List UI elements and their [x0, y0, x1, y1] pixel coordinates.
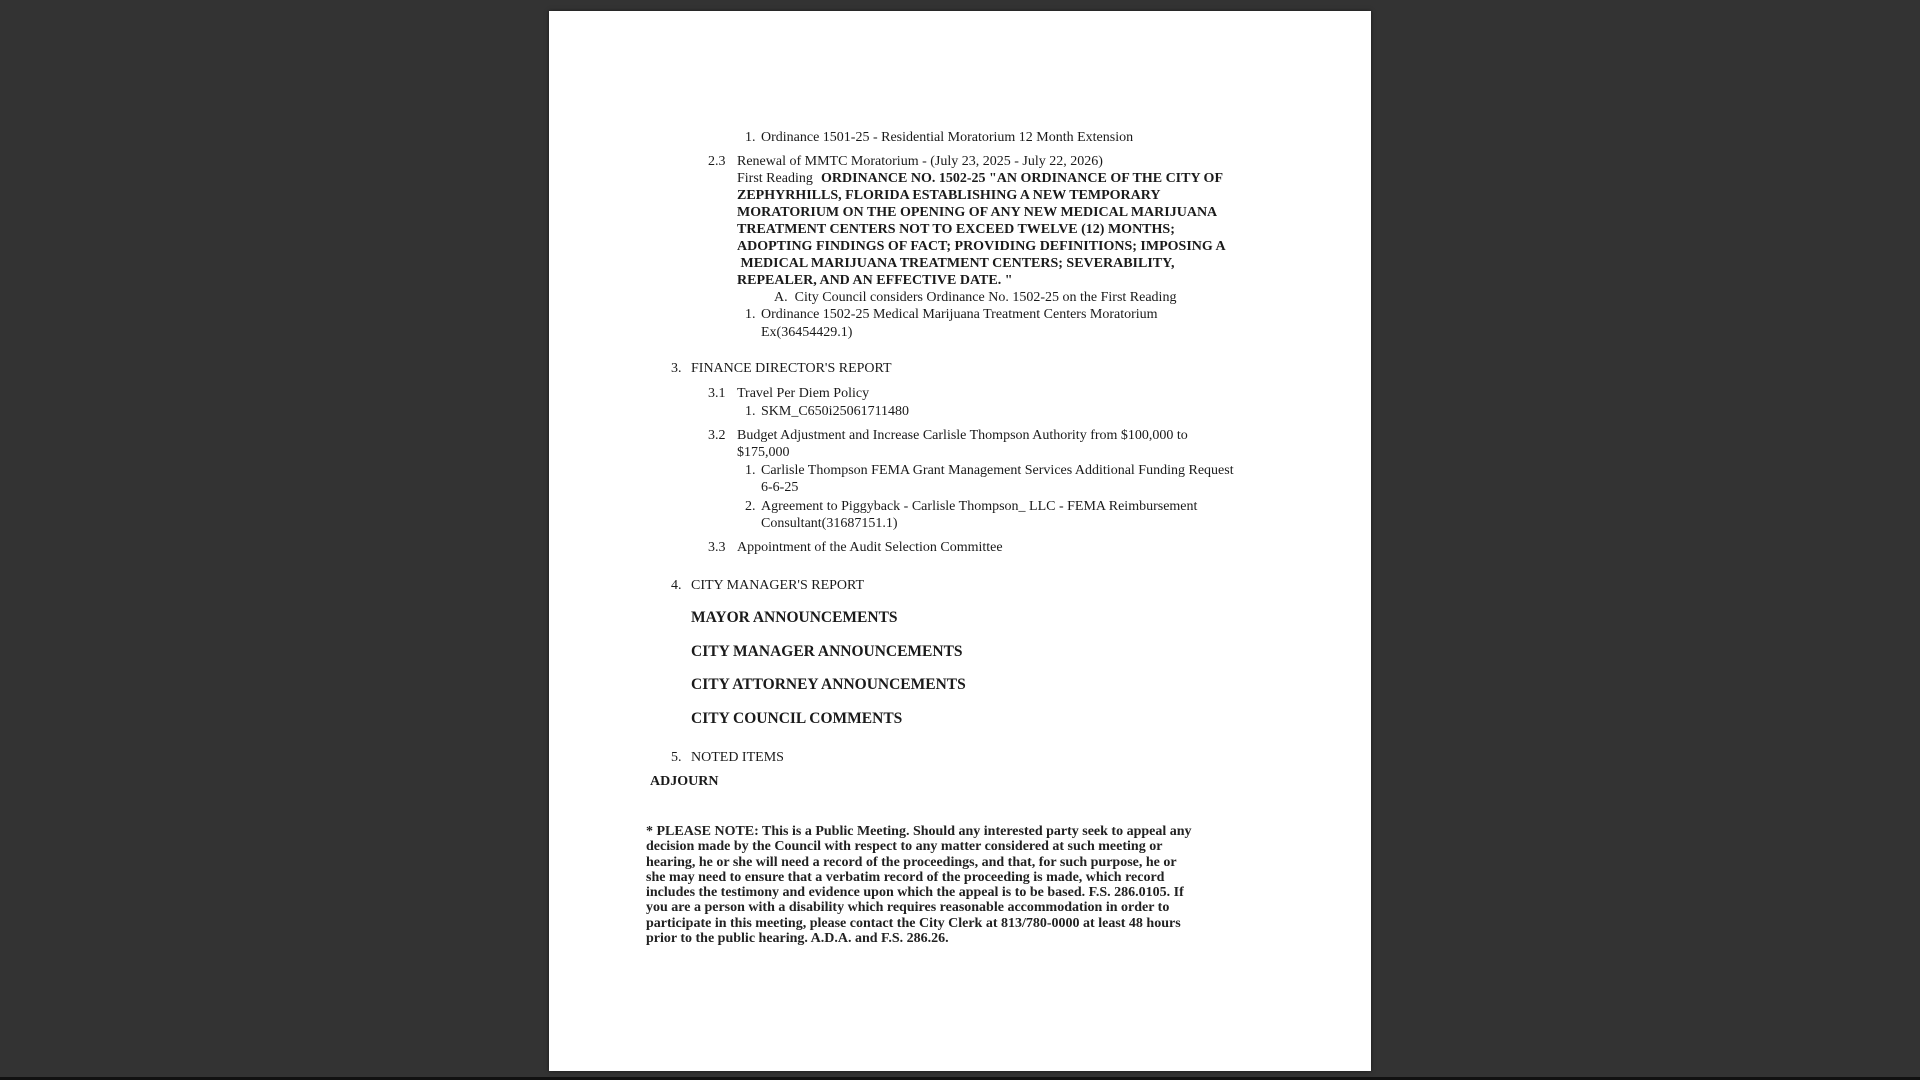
notice-line: participate in this meeting, please contact the City Clerk at 813/780-0000 at least 48 hours [646, 915, 1181, 931]
announcement-heading: MAYOR ANNOUNCEMENTS [691, 609, 898, 626]
notice-line: includes the testimony and evidence upon which the appeal is to be based. F.S. 286.0105. If [646, 885, 1184, 901]
section-title: CITY MANAGER'S REPORT [691, 578, 865, 593]
notice-line: decision made by the Council with respect to any matter considered at such meeting or [646, 839, 1163, 855]
attachment-link[interactable]: Agreement to Piggyback - Carlisle Thompson_ LLC - FEMA Reimbursement [761, 499, 1198, 514]
attachment-link[interactable]: Carlisle Thompson FEMA Grant Management Services Additional Funding Request [761, 463, 1234, 478]
notice-line: hearing, he or she will need a record of the proceedings, and that, for such purpose, he or [646, 854, 1177, 870]
attachment-number: 1. [745, 463, 756, 478]
section-number: 4. [671, 578, 682, 593]
attachment-number: 1. [745, 404, 756, 419]
item-number: 2.3 [708, 154, 726, 169]
ordinance-text-line: MORATORIUM ON THE OPENING OF ANY NEW MEDICAL MARIJUANA [737, 205, 1218, 220]
notice-line: * PLEASE NOTE: This is a Public Meeting. Should any interested party seek to appeal any [646, 824, 1192, 839]
public-meeting-notice [646, 824, 1276, 946]
item-title: Travel Per Diem Policy [737, 386, 870, 401]
ordinance-text-line: ORDINANCE NO. 1502-25 "AN ORDINANCE OF THE CITY OF [821, 171, 1223, 186]
document-page [549, 11, 1371, 1071]
attachment-number: 1. [745, 130, 756, 145]
item-number: 3.3 [708, 540, 726, 555]
attachment-number: 2. [745, 499, 756, 514]
notice-line: she may need to ensure that a verbatim record of the proceeding is made, which record [646, 869, 1165, 885]
ordinance-text-line: MEDICAL MARIJUANA TREATMENT CENTERS; SEVERABILITY, [737, 256, 1175, 271]
item-title: Appointment of the Audit Selection Committee [737, 540, 1003, 555]
attachment-link-cont[interactable]: Consultant(31687151.1) [761, 516, 898, 531]
item-number: 3.2 [708, 428, 726, 443]
section-number: 5. [671, 750, 682, 765]
section-number: 3. [671, 361, 682, 376]
section-title: FINANCE DIRECTOR'S REPORT [691, 361, 892, 376]
ordinance-text-line: REPEALER, AND AN EFFECTIVE DATE. " [737, 273, 1013, 288]
attachment-link-cont[interactable]: Ex(36454429.1) [761, 325, 853, 340]
attachment-link[interactable]: SKM_C650i25061711480 [761, 404, 910, 419]
ordinance-text-line: ADOPTING FINDINGS OF FACT; PROVIDING DEFINITIONS; IMPOSING A [737, 239, 1226, 254]
announcement-heading: CITY ATTORNEY ANNOUNCEMENTS [691, 676, 966, 693]
attachment-link[interactable]: Ordinance 1502-25 Medical Marijuana Treatment Centers Moratorium [761, 307, 1158, 322]
ordinance-text-line: ZEPHYRHILLS, FLORIDA ESTABLISHING A NEW TEMPORARY [737, 188, 1161, 203]
first-reading-label: First Reading [737, 171, 813, 186]
notice-line: prior to the public hearing. A.D.A. and F.S. 286.26. [646, 931, 949, 947]
attachment-link[interactable]: Ordinance 1501-25 - Residential Moratorium 12 Month Extension [761, 130, 1134, 145]
section-title: NOTED ITEMS [691, 750, 784, 765]
sub-item-a: A. City Council considers Ordinance No. 1502-25 on the First Reading [774, 290, 1177, 305]
item-title: Budget Adjustment and Increase Carlisle Thompson Authority from $100,000 to [737, 428, 1188, 443]
ordinance-text-line: TREATMENT CENTERS NOT TO EXCEED TWELVE (12) MONTHS; [737, 222, 1175, 237]
item-title: Renewal of MMTC Moratorium - (July 23, 2025 - July 22, 2026) [737, 154, 1103, 169]
item-title-cont: $175,000 [737, 445, 790, 460]
attachment-number: 1. [745, 307, 756, 322]
adjourn-heading: ADJOURN [650, 774, 719, 789]
announcement-heading: CITY MANAGER ANNOUNCEMENTS [691, 643, 963, 660]
announcement-heading: CITY COUNCIL COMMENTS [691, 710, 903, 727]
item-number: 3.1 [708, 386, 726, 401]
notice-line: you are a person with a disability which requires reasonable accommodation in order to [646, 900, 1170, 916]
attachment-link-cont[interactable]: 6-6-25 [761, 480, 799, 495]
